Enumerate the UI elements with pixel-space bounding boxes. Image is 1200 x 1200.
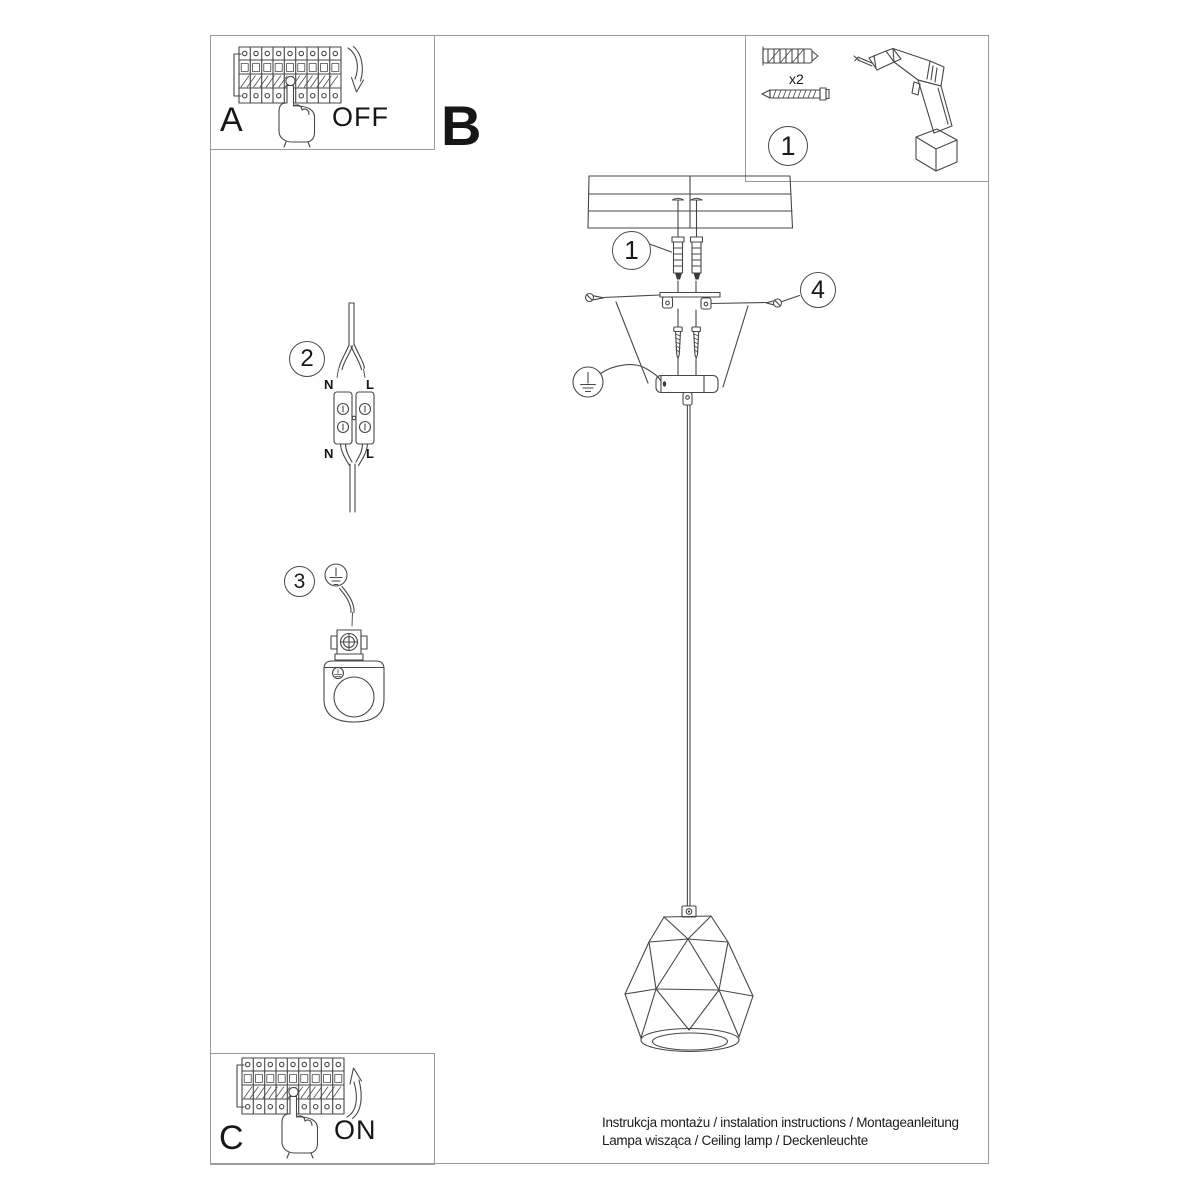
step-b-label: B bbox=[441, 94, 482, 157]
ceiling-slab bbox=[588, 176, 793, 228]
power-on-label: ON bbox=[334, 1115, 377, 1145]
callout-wire-connector: 2 bbox=[289, 341, 325, 377]
pendant-cable bbox=[687, 405, 690, 906]
step-c-label: C bbox=[219, 1119, 244, 1157]
breaker-panel-a bbox=[234, 47, 341, 147]
live-label-top: L bbox=[366, 377, 374, 392]
wall-plug-icon bbox=[763, 47, 818, 65]
canopy-screws bbox=[674, 327, 701, 359]
neutral-label-top: N bbox=[324, 377, 334, 392]
step-a-label: A bbox=[220, 101, 243, 139]
callout-ground-wire: 3 bbox=[284, 566, 315, 597]
mounting-bracket bbox=[660, 293, 720, 310]
live-label-bottom: L bbox=[366, 446, 374, 461]
breaker-panel-c bbox=[237, 1058, 344, 1158]
wire-connector-diagram bbox=[334, 303, 374, 512]
footer-product-line: Lampa wisząca / Ceiling lamp / Deckenleuchte bbox=[602, 1133, 868, 1148]
ceiling-screws bbox=[673, 198, 703, 236]
canopy bbox=[656, 376, 718, 406]
power-off-label: OFF bbox=[332, 102, 389, 132]
footer-title-line: Instrukcja montażu / instalation instructions / Montageanleitung bbox=[602, 1115, 959, 1130]
lamp-shade bbox=[625, 906, 753, 1052]
callout-canopy-screws: 4 bbox=[800, 272, 836, 308]
drill-icon bbox=[854, 49, 957, 172]
ground-wire-diagram bbox=[324, 564, 384, 722]
neutral-label-bottom: N bbox=[324, 446, 334, 461]
off-arrow bbox=[348, 47, 364, 93]
screw-icon bbox=[762, 88, 829, 100]
wall-plugs bbox=[672, 237, 703, 280]
anchor-quantity-label: x2 bbox=[789, 71, 804, 87]
callout-tools: 1 bbox=[768, 126, 808, 166]
callout-wall-plugs: 1 bbox=[612, 231, 651, 270]
callout-1-leader bbox=[648, 244, 672, 253]
on-arrow bbox=[347, 1068, 362, 1119]
